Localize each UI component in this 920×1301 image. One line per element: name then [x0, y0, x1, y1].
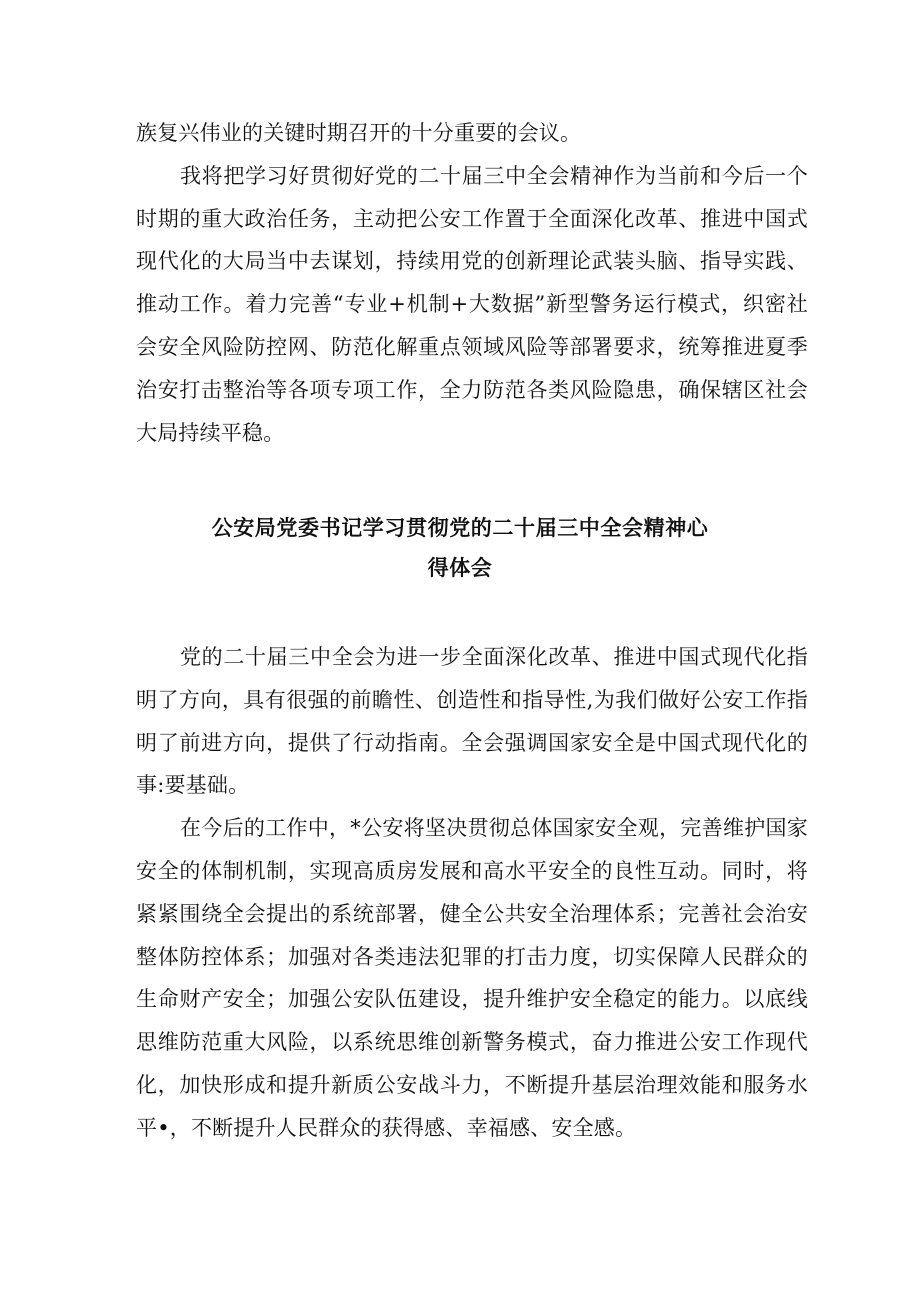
section-one — [136, 112, 808, 454]
article-title — [136, 508, 784, 588]
body-paragraph: 党的二十届三中全会为进一步全面深化改革、推进中国式现代化指明了方向，具有很强的前瞻性、创造性和指导性,为我们做好公安工作指明了前进方向，提供了行动指南。全会强调国家安全是中国式现代化的事:要基础。 — [136, 645, 808, 798]
title-line-2: 得体会 — [427, 556, 493, 580]
body-paragraph: 在今后的工作中，*公安将坚决贯彻总体国家安全观，完善维护国家安全的体制机制，实现高质房发展和高水平安全的良性互动。同时，将紧紧围绕全会提出的系统部署，健全公共安全治理体系；完善社会治安整体防控体系；加强对各类违法犯罪的打击力度，切实保障人民群众的生命财产安全；加强公安队伍建设，提升维护安全稳定的能力。以底线思维防范重大风险，以系统思维创新警务模式，奋力推进公安工作现代化，加快形成和提升新质公安战斗力，不断提升基层治理效能和服务水平•，不断提升人民群众的获得感、幸福感、安全感。 — [136, 816, 808, 1140]
continuation-line: 族复兴伟业的关键时期召开的十分重要的会议。 — [136, 121, 582, 145]
body-paragraph: 我将把学习好贯彻好党的二十届三中全会精神作为当前和今后一个时期的重大政治任务，主动把公安工作置于全面深化改革、推进中国式现代化的大局当中去谋划，持续用党的创新理论武装头脑、指导实践、推动工作。着力完善“专业+机制+大数据”新型警务运行模式，织密社会安全风险防控网、防范化解重点领域风险等部署要求，统筹推进夏季治安打击整治等各项专项工作，全力防范各类风险隐患，确保辖区社会大局持续平稳。 — [136, 163, 808, 445]
section-two — [136, 636, 808, 1150]
title-line-1: 公安局党委书记学习贯彻党的二十届三中全会精神心 — [211, 516, 709, 540]
